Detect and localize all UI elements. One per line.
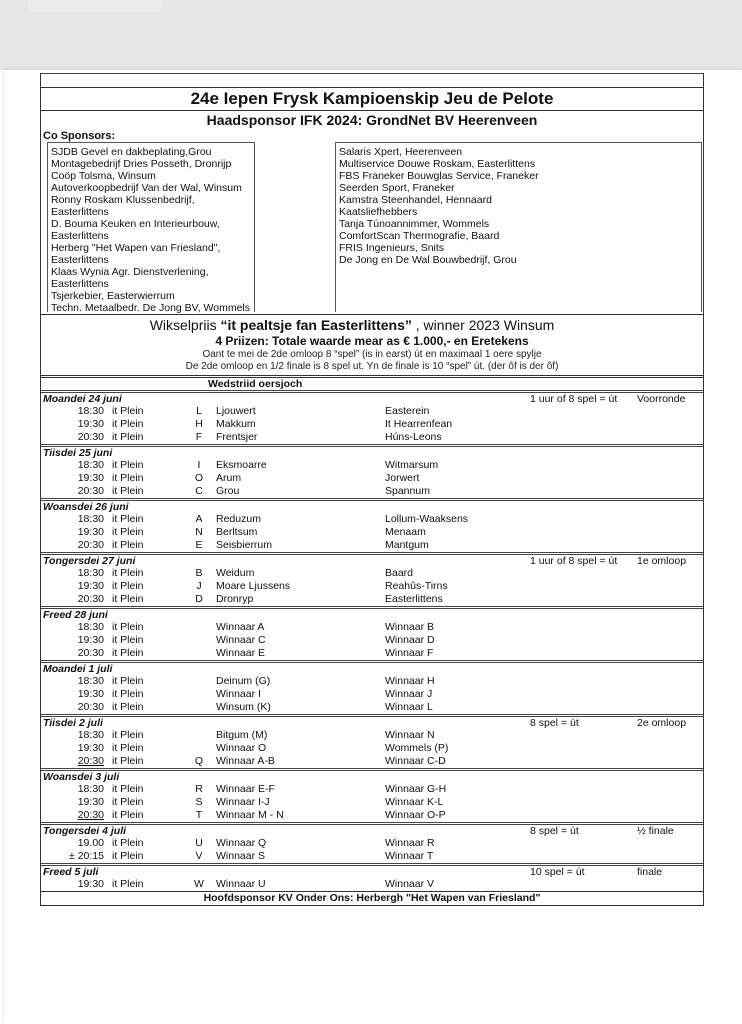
schedule-document [40, 73, 704, 906]
match-venue: it Plein [112, 688, 144, 700]
match-venue: it Plein [112, 783, 144, 795]
match-time: 19:30 [77, 634, 104, 646]
match-schedule [41, 390, 703, 891]
day-rule: 1 uur of 8 spel = út [530, 555, 618, 567]
match-time: 18:30 [77, 783, 104, 795]
co-sponsors-left-list [47, 142, 255, 312]
match-time: 18:30 [77, 405, 104, 417]
day-name: Tongersdei 4 juli [43, 825, 127, 837]
match-home-team: Eksmoarre [216, 459, 267, 471]
match-row [41, 539, 703, 552]
match-code: V [195, 850, 203, 862]
trophy-name: “it pealtsje fan Easterlittens” [220, 317, 412, 333]
match-row [41, 567, 703, 580]
match-venue: it Plein [112, 593, 144, 605]
sponsor-item: Techn. Metaalbedr. De Jong BV, Wommels [51, 302, 251, 314]
match-code: C [195, 485, 203, 497]
day-name: Tiisdei 25 juni [43, 447, 113, 459]
match-venue: it Plein [112, 837, 144, 849]
overview-heading: Wedstriid oersjoch [41, 375, 703, 390]
sponsor-item: Kaatsliefhebbers [339, 206, 418, 218]
match-code: I [197, 459, 201, 471]
document-title: 24e Iepen Frysk Kampioenskip Jeu de Pelote [41, 87, 703, 110]
match-away-team: Mantgum [385, 539, 429, 551]
match-time: 19:30 [77, 526, 104, 538]
match-time: 18:30 [77, 459, 104, 471]
match-venue: it Plein [112, 850, 144, 862]
match-home-team: Reduzum [216, 513, 261, 525]
match-time: 18:30 [77, 675, 104, 687]
main-sponsor: Haadsponsor IFK 2024: GrondNet BV Heerenveen [41, 110, 703, 130]
match-row [41, 405, 703, 418]
match-time: 19.00 [77, 837, 104, 849]
match-code: T [195, 809, 203, 821]
trophy-prefix: Wikselpriis [149, 317, 221, 333]
match-code: H [195, 418, 203, 430]
day-block [41, 390, 703, 444]
match-away-team: Winnaar G-H [385, 783, 447, 795]
match-home-team: Winnaar I-J [216, 796, 270, 808]
match-away-team: Winnaar K-L [385, 796, 444, 808]
match-home-team: Winnaar S [216, 850, 266, 862]
match-code: A [195, 513, 203, 525]
match-home-team: Winnaar I [216, 688, 261, 700]
sponsor-item: Klaas Wynia Agr. Dienstverlening, Easterlittens [51, 266, 209, 290]
match-time: 18:30 [77, 729, 104, 741]
day-round: 1e omloop [637, 555, 687, 567]
match-row [41, 878, 703, 891]
match-away-team: Winnaar L [385, 701, 433, 713]
match-venue: it Plein [112, 634, 144, 646]
match-home-team: Winnaar E [216, 647, 266, 659]
day-rule: 10 spel = út [530, 866, 585, 878]
match-home-team: Bitgum (M) [216, 729, 268, 741]
match-away-team: Easterlittens [385, 593, 443, 605]
match-away-team: Jorwert [385, 472, 420, 484]
match-code: W [194, 878, 204, 890]
match-venue: it Plein [112, 526, 144, 538]
match-time: 20:30 [77, 593, 104, 605]
match-venue: it Plein [112, 459, 144, 471]
match-code: R [195, 783, 203, 795]
match-code: D [195, 593, 203, 605]
match-home-team: Weidum [216, 567, 255, 579]
match-time: 19:30 [77, 742, 104, 754]
match-time: 19:30 [77, 688, 104, 700]
day-block [41, 498, 703, 552]
match-away-team: Winnaar R [385, 837, 435, 849]
match-venue: it Plein [112, 755, 144, 767]
match-venue: it Plein [112, 647, 144, 659]
match-time: 19:30 [77, 878, 104, 890]
match-row [41, 485, 703, 498]
match-time: 19:30 [77, 472, 104, 484]
match-row [41, 647, 703, 660]
match-away-team: Winnaar F [385, 647, 434, 659]
match-venue: it Plein [112, 796, 144, 808]
day-rule: 1 uur of 8 spel = út [530, 393, 618, 405]
match-time: 18:30 [77, 567, 104, 579]
match-home-team: Dronryp [216, 593, 254, 605]
match-time: 19:30 [77, 796, 104, 808]
match-row [41, 593, 703, 606]
sponsor-item: Multiservice Douwe Roskam, Easterlittens [339, 158, 536, 170]
match-away-team: Winnaar T [385, 850, 434, 862]
prizes-line: 4 Priizen: Totale waarde mear as € 1.000,- en Eretekens [215, 334, 529, 348]
match-row [41, 701, 703, 714]
match-time: 20:30 [77, 539, 104, 551]
sponsor-item: FBS Franeker Bouwglas Service, Franeker [339, 170, 539, 182]
co-sponsors-section [41, 142, 703, 314]
match-row [41, 513, 703, 526]
match-venue: it Plein [112, 580, 144, 592]
day-rule: 8 spel = út [530, 825, 579, 837]
day-block [41, 660, 703, 714]
match-venue: it Plein [112, 485, 144, 497]
match-row [41, 459, 703, 472]
sponsor-item: Tsjerkebier, Easterwierrum [51, 290, 175, 302]
day-header [41, 717, 703, 729]
match-venue: it Plein [112, 472, 144, 484]
blank-header-row [41, 73, 703, 87]
match-code: S [195, 796, 203, 808]
match-venue: it Plein [112, 567, 144, 579]
sponsor-item: Seerden Sport, Franeker [339, 182, 455, 194]
match-row [41, 418, 703, 431]
match-away-team: Winnaar B [385, 621, 435, 633]
day-round: Voorronde [637, 393, 686, 405]
viewer-top-bar [0, 0, 742, 70]
sponsor-item: Kamstra Steenhandel, Hennaard [339, 194, 492, 206]
match-home-team: Winnaar Q [216, 837, 267, 849]
sponsor-item: Herberg "Het Wapen van Friesland", Easterlittens [51, 242, 221, 266]
match-venue: it Plein [112, 729, 144, 741]
match-away-team: Lollum-Waaksens [385, 513, 469, 525]
match-venue: it Plein [112, 405, 144, 417]
match-away-team: Easterein [385, 405, 430, 417]
match-away-team: Baard [385, 567, 414, 579]
match-row [41, 837, 703, 850]
match-code: B [195, 567, 203, 579]
match-time: 18:30 [77, 621, 104, 633]
match-row [41, 621, 703, 634]
sponsor-item: Tanja Túnoannimmer, Wommels [339, 218, 490, 230]
day-round: 2e omloop [637, 717, 687, 729]
sponsor-item: D. Bouma Keuken en Interieurbouw, Easterlittens [51, 218, 220, 242]
match-row [41, 850, 703, 863]
day-header [41, 555, 703, 567]
day-header [41, 825, 703, 837]
day-header [41, 609, 703, 621]
viewer-handle [28, 0, 163, 12]
day-name: Tiisdei 2 juli [43, 717, 103, 729]
match-row [41, 783, 703, 796]
match-time: 20:30 [77, 431, 104, 443]
match-time: 20:30 [77, 755, 104, 767]
prize-section [41, 314, 703, 375]
match-home-team: Winnaar A [216, 621, 265, 633]
match-venue: it Plein [112, 675, 144, 687]
match-home-team: Winnaar E-F [216, 783, 275, 795]
match-venue: it Plein [112, 513, 144, 525]
match-row [41, 526, 703, 539]
match-home-team: Arum [216, 472, 242, 484]
match-away-team: Winnaar V [385, 878, 435, 890]
day-block [41, 768, 703, 822]
day-block [41, 822, 703, 863]
match-away-team: Winnaar N [385, 729, 435, 741]
match-row [41, 796, 703, 809]
match-away-team: Witmarsum [385, 459, 439, 471]
day-round: ½ finale [637, 825, 674, 837]
match-row [41, 729, 703, 742]
match-away-team: Reahûs-Tirns [385, 580, 448, 592]
co-sponsors-right-list [335, 142, 702, 312]
day-name: Woansdei 26 juni [43, 501, 129, 513]
match-code: N [195, 526, 203, 538]
sponsor-item: Autoverkoopbedrijf Van der Wal, Winsum [51, 182, 242, 194]
match-code: F [195, 431, 203, 443]
match-home-team: Winsum (K) [216, 701, 271, 713]
match-home-team: Winnaar A-B [216, 755, 275, 767]
trophy-line [41, 317, 703, 334]
match-code: U [195, 837, 203, 849]
match-away-team: Winnaar H [385, 675, 435, 687]
trophy-suffix: , winner 2023 Winsum [411, 317, 555, 333]
match-row [41, 634, 703, 647]
match-row [41, 688, 703, 701]
match-away-team: Húns-Leons [385, 431, 442, 443]
rules-line-2: De 2de omloop en 1/2 finale is 8 spel ut. Yn de finale is 10 “spel” út. (der ôf is der ôf) [185, 361, 559, 372]
match-home-team: Ljouwert [216, 405, 256, 417]
day-header [41, 771, 703, 783]
day-block [41, 552, 703, 606]
day-header [41, 501, 703, 513]
match-away-team: Winnaar O-P [385, 809, 446, 821]
match-home-team: Winnaar C [216, 634, 266, 646]
sponsor-item: Montagebedrijf Dries Posseth, Dronrijp [51, 158, 232, 170]
sponsor-item: ComfortScan Thermografie, Baard [339, 230, 500, 242]
match-time: 20:30 [77, 647, 104, 659]
day-header [41, 866, 703, 878]
sponsor-item: Ronny Roskam Klussenbedrijf, Easterlittens [51, 194, 195, 218]
day-name: Freed 28 juni [43, 609, 108, 621]
match-row [41, 809, 703, 822]
day-name: Moandei 24 juni [43, 393, 122, 405]
day-header [41, 663, 703, 675]
match-home-team: Winnaar O [216, 742, 267, 754]
match-home-team: Grou [216, 485, 240, 497]
day-block [41, 863, 703, 891]
match-code: L [196, 405, 202, 417]
match-time: ± 20:15 [69, 850, 104, 862]
match-away-team: Winnaar C-D [385, 755, 446, 767]
match-venue: it Plein [112, 809, 144, 821]
match-code: O [194, 472, 204, 484]
day-name: Moandei 1 juli [43, 663, 113, 675]
match-code: J [196, 580, 202, 592]
match-code: Q [194, 755, 204, 767]
match-home-team: Winnaar U [216, 878, 266, 890]
match-venue: it Plein [112, 539, 144, 551]
co-sponsors-label: Co Sponsors: [43, 130, 116, 142]
match-row [41, 472, 703, 485]
sponsor-item: De Jong en De Wal Bouwbedrijf, Grou [339, 254, 517, 266]
match-venue: it Plein [112, 742, 144, 754]
day-header [41, 447, 703, 459]
sponsor-item: Salaris Xpert, Heerenveen [339, 146, 463, 158]
match-row [41, 755, 703, 768]
sponsor-item: Coöp Tolsma, Winsum [51, 170, 156, 182]
match-row [41, 431, 703, 444]
match-time: 19:30 [77, 580, 104, 592]
match-venue: it Plein [112, 418, 144, 430]
day-rule: 8 spel = út [530, 717, 579, 729]
match-time: 20:30 [77, 809, 104, 821]
match-away-team: Menaam [385, 526, 426, 538]
sponsor-item: FRIS Ingenieurs, Snits [339, 242, 445, 254]
match-venue: it Plein [112, 701, 144, 713]
match-home-team: Winnaar M - N [216, 809, 284, 821]
match-time: 20:30 [77, 701, 104, 713]
day-name: Tongersdei 27 juni [43, 555, 136, 567]
day-block [41, 606, 703, 660]
day-block [41, 444, 703, 498]
match-row [41, 580, 703, 593]
match-venue: it Plein [112, 878, 144, 890]
match-time: 18:30 [77, 513, 104, 525]
match-away-team: Winnaar D [385, 634, 435, 646]
match-away-team: Wommels (P) [385, 742, 449, 754]
match-row [41, 742, 703, 755]
match-away-team: Spannum [385, 485, 430, 497]
match-venue: it Plein [112, 621, 144, 633]
day-header [41, 393, 703, 405]
match-time: 19:30 [77, 418, 104, 430]
day-round: finale [637, 866, 663, 878]
day-name: Freed 5 juli [43, 866, 99, 878]
match-home-team: Frentsjer [216, 431, 258, 443]
match-home-team: Makkum [216, 418, 256, 430]
match-home-team: Moare Ljussens [216, 580, 291, 592]
match-home-team: Seisbierrum [216, 539, 273, 551]
match-away-team: Winnaar J [385, 688, 433, 700]
footer-sponsor: Hoofdsponsor KV Onder Ons: Herbergh "Het Wapen van Friesland" [41, 891, 703, 906]
match-venue: it Plein [112, 431, 144, 443]
day-block [41, 714, 703, 768]
match-home-team: Deinum (G) [216, 675, 271, 687]
match-code: E [195, 539, 203, 551]
day-name: Woansdei 3 juli [43, 771, 120, 783]
rules-line-1: Oant te mei de 2de omloop 8 “spel” (is in earst) út en maximaal 1 oere spylje [202, 349, 542, 360]
match-away-team: It Hearrenfean [385, 418, 453, 430]
match-home-team: Berltsum [216, 526, 258, 538]
match-row [41, 675, 703, 688]
sponsor-item: SJDB Gevel en dakbeplating,Grou [51, 146, 212, 158]
match-time: 20:30 [77, 485, 104, 497]
